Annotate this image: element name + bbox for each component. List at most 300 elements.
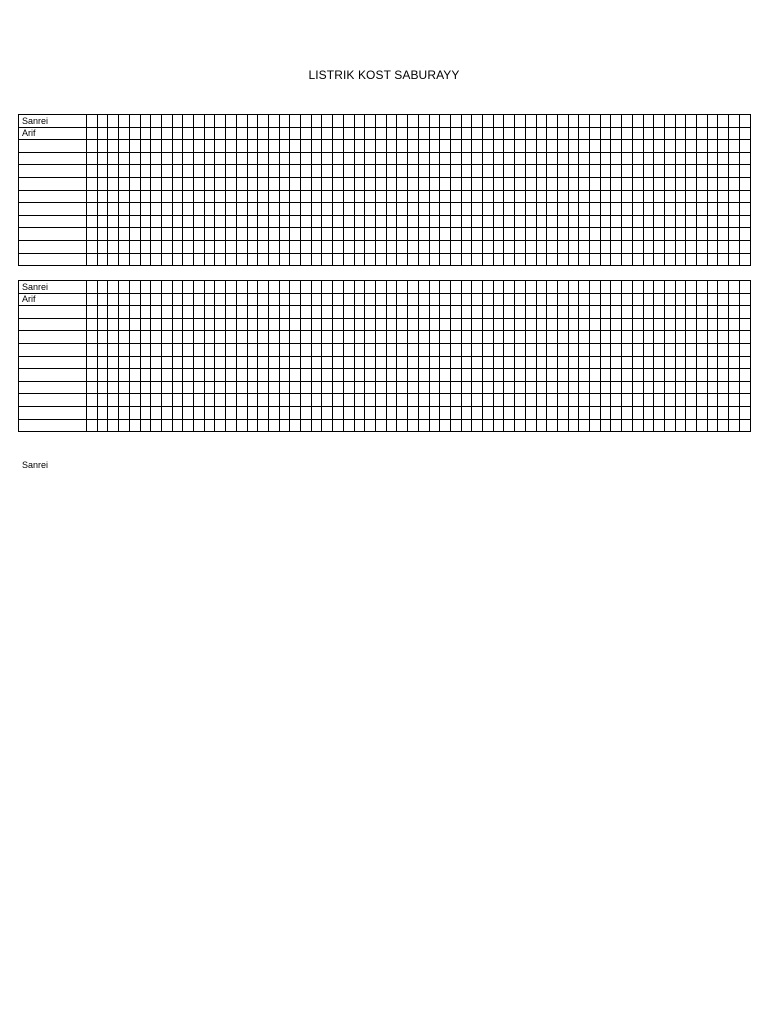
tally-cell <box>450 394 461 407</box>
tally-cell <box>739 356 750 369</box>
tally-cell <box>226 369 237 382</box>
tally-cell <box>707 318 718 331</box>
tally-cell <box>183 240 194 253</box>
tally-cell <box>525 318 536 331</box>
tally-cell <box>258 253 269 266</box>
tally-cell <box>579 331 590 344</box>
tally-cell <box>97 215 108 228</box>
tally-cell <box>590 190 601 203</box>
tally-cell <box>654 203 665 216</box>
tally-cell <box>686 127 697 140</box>
tally-cell <box>343 253 354 266</box>
tally-cell <box>418 281 429 294</box>
tally-cell <box>151 306 162 319</box>
tally-cell <box>311 253 322 266</box>
tally-cell <box>322 215 333 228</box>
tally-cell <box>493 127 504 140</box>
tally-cell <box>483 406 494 419</box>
tally-cell <box>579 406 590 419</box>
tally-cell <box>461 215 472 228</box>
tally-cell <box>450 381 461 394</box>
tally-cell <box>129 331 140 344</box>
tally-cell <box>654 115 665 128</box>
tally-cell <box>365 152 376 165</box>
tally-cell <box>301 190 312 203</box>
tally-cell <box>151 281 162 294</box>
table-row <box>19 203 751 216</box>
tally-cell <box>322 318 333 331</box>
tally-cell <box>215 127 226 140</box>
tally-cell <box>579 253 590 266</box>
tally-cell <box>504 215 515 228</box>
tally-cell <box>194 406 205 419</box>
tally-cell <box>204 228 215 241</box>
tally-cell <box>279 115 290 128</box>
tally-cell <box>279 253 290 266</box>
tally-cell <box>151 177 162 190</box>
tally-cell <box>343 177 354 190</box>
tally-cell <box>536 177 547 190</box>
tally-cell <box>301 177 312 190</box>
tally-cell <box>707 240 718 253</box>
tally-cell <box>515 356 526 369</box>
tally-cell <box>236 331 247 344</box>
tally-cell <box>729 281 740 294</box>
tally-cell <box>386 253 397 266</box>
tally-cell <box>483 356 494 369</box>
tally-cell <box>600 115 611 128</box>
tally-cell <box>386 190 397 203</box>
tally-cell <box>375 281 386 294</box>
tally-cell <box>161 306 172 319</box>
tally-cell <box>622 293 633 306</box>
tally-cell <box>632 203 643 216</box>
tally-cell <box>729 228 740 241</box>
tally-cell <box>87 381 98 394</box>
tally-cell <box>268 293 279 306</box>
row-name-cell <box>19 369 87 382</box>
tally-cell <box>279 369 290 382</box>
tally-cell <box>365 369 376 382</box>
tally-cell <box>536 203 547 216</box>
tally-cell <box>301 115 312 128</box>
tally-cell <box>557 115 568 128</box>
tally-cell <box>643 318 654 331</box>
tally-cell <box>632 177 643 190</box>
tally-cell <box>311 127 322 140</box>
tally-cell <box>547 165 558 178</box>
tally-cell <box>408 381 419 394</box>
tally-cell <box>622 115 633 128</box>
tally-cell <box>632 240 643 253</box>
tally-cell <box>354 306 365 319</box>
tally-cell <box>226 394 237 407</box>
tally-cell <box>129 127 140 140</box>
tally-cell <box>397 356 408 369</box>
tally-cell <box>429 165 440 178</box>
tally-cell <box>611 177 622 190</box>
tally-cell <box>472 306 483 319</box>
tally-cell <box>536 115 547 128</box>
tally-cell <box>622 406 633 419</box>
tally-cell <box>386 203 397 216</box>
tally-cell <box>172 306 183 319</box>
tally-cell <box>365 406 376 419</box>
tally-cell <box>343 394 354 407</box>
tally-cell <box>333 281 344 294</box>
tally-cell <box>611 369 622 382</box>
tally-cell <box>493 165 504 178</box>
tally-cell <box>108 240 119 253</box>
tally-cell <box>194 190 205 203</box>
tally-cell <box>557 228 568 241</box>
tally-cell <box>129 177 140 190</box>
tally-cell <box>119 394 130 407</box>
tally-cell <box>547 356 558 369</box>
tally-cell <box>622 318 633 331</box>
tally-cell <box>161 240 172 253</box>
tally-cell <box>322 253 333 266</box>
table-row <box>19 318 751 331</box>
tally-cell <box>654 318 665 331</box>
tally-cell <box>333 240 344 253</box>
tally-cell <box>600 356 611 369</box>
tally-cell <box>515 152 526 165</box>
tally-cell <box>729 419 740 432</box>
tally-cell <box>697 369 708 382</box>
tally-cell <box>236 318 247 331</box>
tally-cell <box>568 356 579 369</box>
tally-cell <box>354 318 365 331</box>
tally-cell <box>119 356 130 369</box>
tally-cell <box>375 331 386 344</box>
tally-cell <box>172 215 183 228</box>
tally-cell <box>568 318 579 331</box>
tally-cell <box>258 203 269 216</box>
tally-cell <box>290 318 301 331</box>
tally-cell <box>579 293 590 306</box>
tally-cell <box>590 228 601 241</box>
tally-cell <box>119 165 130 178</box>
row-name-cell <box>19 177 87 190</box>
tally-cell <box>557 369 568 382</box>
table-row <box>19 190 751 203</box>
tally-cell <box>707 281 718 294</box>
tally-cell <box>354 293 365 306</box>
tally-cell <box>718 115 729 128</box>
tally-cell <box>247 331 258 344</box>
tally-cell <box>140 177 151 190</box>
tally-cell <box>204 293 215 306</box>
tally-cell <box>194 253 205 266</box>
tally-cell <box>204 394 215 407</box>
tally-cell <box>568 343 579 356</box>
tally-cell <box>97 406 108 419</box>
tally-cell <box>718 293 729 306</box>
tally-cell <box>536 318 547 331</box>
tally-cell <box>686 369 697 382</box>
tally-cell <box>194 369 205 382</box>
tally-cell <box>429 331 440 344</box>
tally-cell <box>215 177 226 190</box>
tally-cell <box>375 356 386 369</box>
tally-cell <box>301 215 312 228</box>
tally-cell <box>525 253 536 266</box>
tally-cell <box>247 240 258 253</box>
tally-cell <box>279 356 290 369</box>
tally-cell <box>643 293 654 306</box>
tally-cell <box>386 343 397 356</box>
tally-cell <box>643 381 654 394</box>
tally-cell <box>194 177 205 190</box>
tally-cell <box>397 127 408 140</box>
row-name-cell: Arif <box>19 127 87 140</box>
tally-cell <box>643 394 654 407</box>
tally-cell <box>301 140 312 153</box>
tally-cell <box>365 318 376 331</box>
tally-cell <box>194 140 205 153</box>
tally-cell <box>493 115 504 128</box>
tally-cell <box>707 381 718 394</box>
tally-cell <box>258 369 269 382</box>
tally-cell <box>140 190 151 203</box>
tally-cell <box>600 240 611 253</box>
tally-cell <box>290 152 301 165</box>
tally-cell <box>194 381 205 394</box>
tally-cell <box>140 203 151 216</box>
tally-cell <box>697 190 708 203</box>
tally-cell <box>557 127 568 140</box>
row-name-cell: Arif <box>19 293 87 306</box>
tally-cell <box>129 293 140 306</box>
tally-cell <box>729 306 740 319</box>
tally-cell <box>87 165 98 178</box>
tally-cell <box>664 381 675 394</box>
tally-cell <box>515 381 526 394</box>
tally-cell <box>483 369 494 382</box>
tally-cell <box>204 318 215 331</box>
tally-cell <box>215 356 226 369</box>
tally-cell <box>547 306 558 319</box>
tally-cell <box>483 152 494 165</box>
tally-cell <box>568 228 579 241</box>
row-name-cell <box>19 165 87 178</box>
tally-cell <box>504 419 515 432</box>
tally-cell <box>279 306 290 319</box>
tally-cell <box>739 127 750 140</box>
tally-cell <box>87 406 98 419</box>
tally-cell <box>590 240 601 253</box>
tally-cell <box>226 240 237 253</box>
tally-cell <box>386 127 397 140</box>
tally-cell <box>375 152 386 165</box>
tally-cell <box>675 331 686 344</box>
tally-cell <box>654 343 665 356</box>
tally-cell <box>343 152 354 165</box>
tally-cell <box>654 406 665 419</box>
tally-cell <box>333 419 344 432</box>
tally-cell <box>226 281 237 294</box>
tally-cell <box>108 381 119 394</box>
tally-cell <box>536 152 547 165</box>
tally-cell <box>739 381 750 394</box>
tally-cell <box>622 203 633 216</box>
tally-cell <box>268 165 279 178</box>
tally-cell <box>654 127 665 140</box>
tally-cell <box>119 140 130 153</box>
tally-cell <box>440 203 451 216</box>
tally-cell <box>301 306 312 319</box>
tally-cell <box>622 177 633 190</box>
tally-cell <box>729 115 740 128</box>
tally-cell <box>632 306 643 319</box>
tally-cell <box>622 228 633 241</box>
tally-cell <box>664 115 675 128</box>
tally-cell <box>515 331 526 344</box>
tally-cell <box>279 381 290 394</box>
tally-cell <box>268 177 279 190</box>
tally-cell <box>290 203 301 216</box>
tally-cell <box>129 253 140 266</box>
tally-cell <box>119 215 130 228</box>
tally-cell <box>418 318 429 331</box>
table-row <box>19 419 751 432</box>
tally-cell <box>343 215 354 228</box>
tally-cell <box>129 381 140 394</box>
tally-cell <box>279 127 290 140</box>
tally-cell <box>247 356 258 369</box>
tally-cell <box>429 406 440 419</box>
tally-cell <box>97 356 108 369</box>
tally-cell <box>301 293 312 306</box>
tally-cell <box>579 343 590 356</box>
tally-cell <box>675 381 686 394</box>
tally-cell <box>333 318 344 331</box>
tally-cell <box>215 203 226 216</box>
tally-cell <box>557 331 568 344</box>
tally-cell <box>686 215 697 228</box>
tally-cell <box>697 306 708 319</box>
tally-cell <box>333 253 344 266</box>
tally-cell <box>322 281 333 294</box>
tally-cell <box>215 215 226 228</box>
tally-cell <box>568 281 579 294</box>
tally-cell <box>268 190 279 203</box>
tally-cell <box>739 406 750 419</box>
tally-cell <box>258 127 269 140</box>
tally-cell <box>129 356 140 369</box>
tally-cell <box>547 190 558 203</box>
table-row <box>19 115 751 128</box>
tally-cell <box>268 369 279 382</box>
tally-cell <box>151 331 162 344</box>
tally-cell <box>472 331 483 344</box>
tally-cell <box>236 293 247 306</box>
tally-cell <box>675 293 686 306</box>
table-row <box>19 127 751 140</box>
tally-cell <box>536 140 547 153</box>
tally-cell <box>729 253 740 266</box>
tally-cell <box>333 115 344 128</box>
tally-cell <box>172 281 183 294</box>
tally-cell <box>161 177 172 190</box>
tally-cell <box>311 203 322 216</box>
tally-cell <box>311 406 322 419</box>
tally-cell <box>418 369 429 382</box>
tally-cell <box>611 228 622 241</box>
tally-cell <box>654 165 665 178</box>
tally-cell <box>151 369 162 382</box>
tally-cell <box>686 343 697 356</box>
tally-cell <box>675 203 686 216</box>
tally-cell <box>301 331 312 344</box>
tally-cell <box>215 140 226 153</box>
tally-cell <box>333 152 344 165</box>
tally-cell <box>622 394 633 407</box>
tally-cell <box>408 394 419 407</box>
tally-cell <box>697 293 708 306</box>
tally-cell <box>194 228 205 241</box>
tally-cell <box>579 228 590 241</box>
tally-cell <box>87 115 98 128</box>
tally-cell <box>343 406 354 419</box>
tally-cell <box>429 318 440 331</box>
tally-cell <box>408 140 419 153</box>
tally-cell <box>729 140 740 153</box>
tally-cell <box>675 281 686 294</box>
tally-cell <box>515 115 526 128</box>
tally-cell <box>183 115 194 128</box>
tally-cell <box>718 240 729 253</box>
tally-cell <box>129 115 140 128</box>
tally-cell <box>472 228 483 241</box>
tally-cell <box>397 419 408 432</box>
tally-cell <box>686 306 697 319</box>
tally-cell <box>707 293 718 306</box>
tally-cell <box>718 331 729 344</box>
tally-cell <box>568 190 579 203</box>
tally-cell <box>397 240 408 253</box>
tally-cell <box>697 318 708 331</box>
tally-cell <box>183 127 194 140</box>
tally-cell <box>718 281 729 294</box>
tally-cell <box>654 293 665 306</box>
tally-cell <box>654 253 665 266</box>
tally-cell <box>643 253 654 266</box>
tally-cell <box>643 406 654 419</box>
tally-cell <box>622 419 633 432</box>
tally-cell <box>268 343 279 356</box>
tally-cell <box>386 140 397 153</box>
tally-cell <box>664 419 675 432</box>
tally-cell <box>408 240 419 253</box>
tally-cell <box>97 394 108 407</box>
tally-cell <box>557 215 568 228</box>
tally-cell <box>472 240 483 253</box>
tally-cell <box>590 306 601 319</box>
tally-cell <box>622 343 633 356</box>
tally-cell <box>311 381 322 394</box>
tally-cell <box>183 306 194 319</box>
tally-cell <box>236 281 247 294</box>
tally-cell <box>664 228 675 241</box>
tally-cell <box>547 343 558 356</box>
tally-cell <box>258 343 269 356</box>
tally-cell <box>729 240 740 253</box>
tally-cell <box>579 306 590 319</box>
tally-cell <box>515 318 526 331</box>
tally-cell <box>557 419 568 432</box>
